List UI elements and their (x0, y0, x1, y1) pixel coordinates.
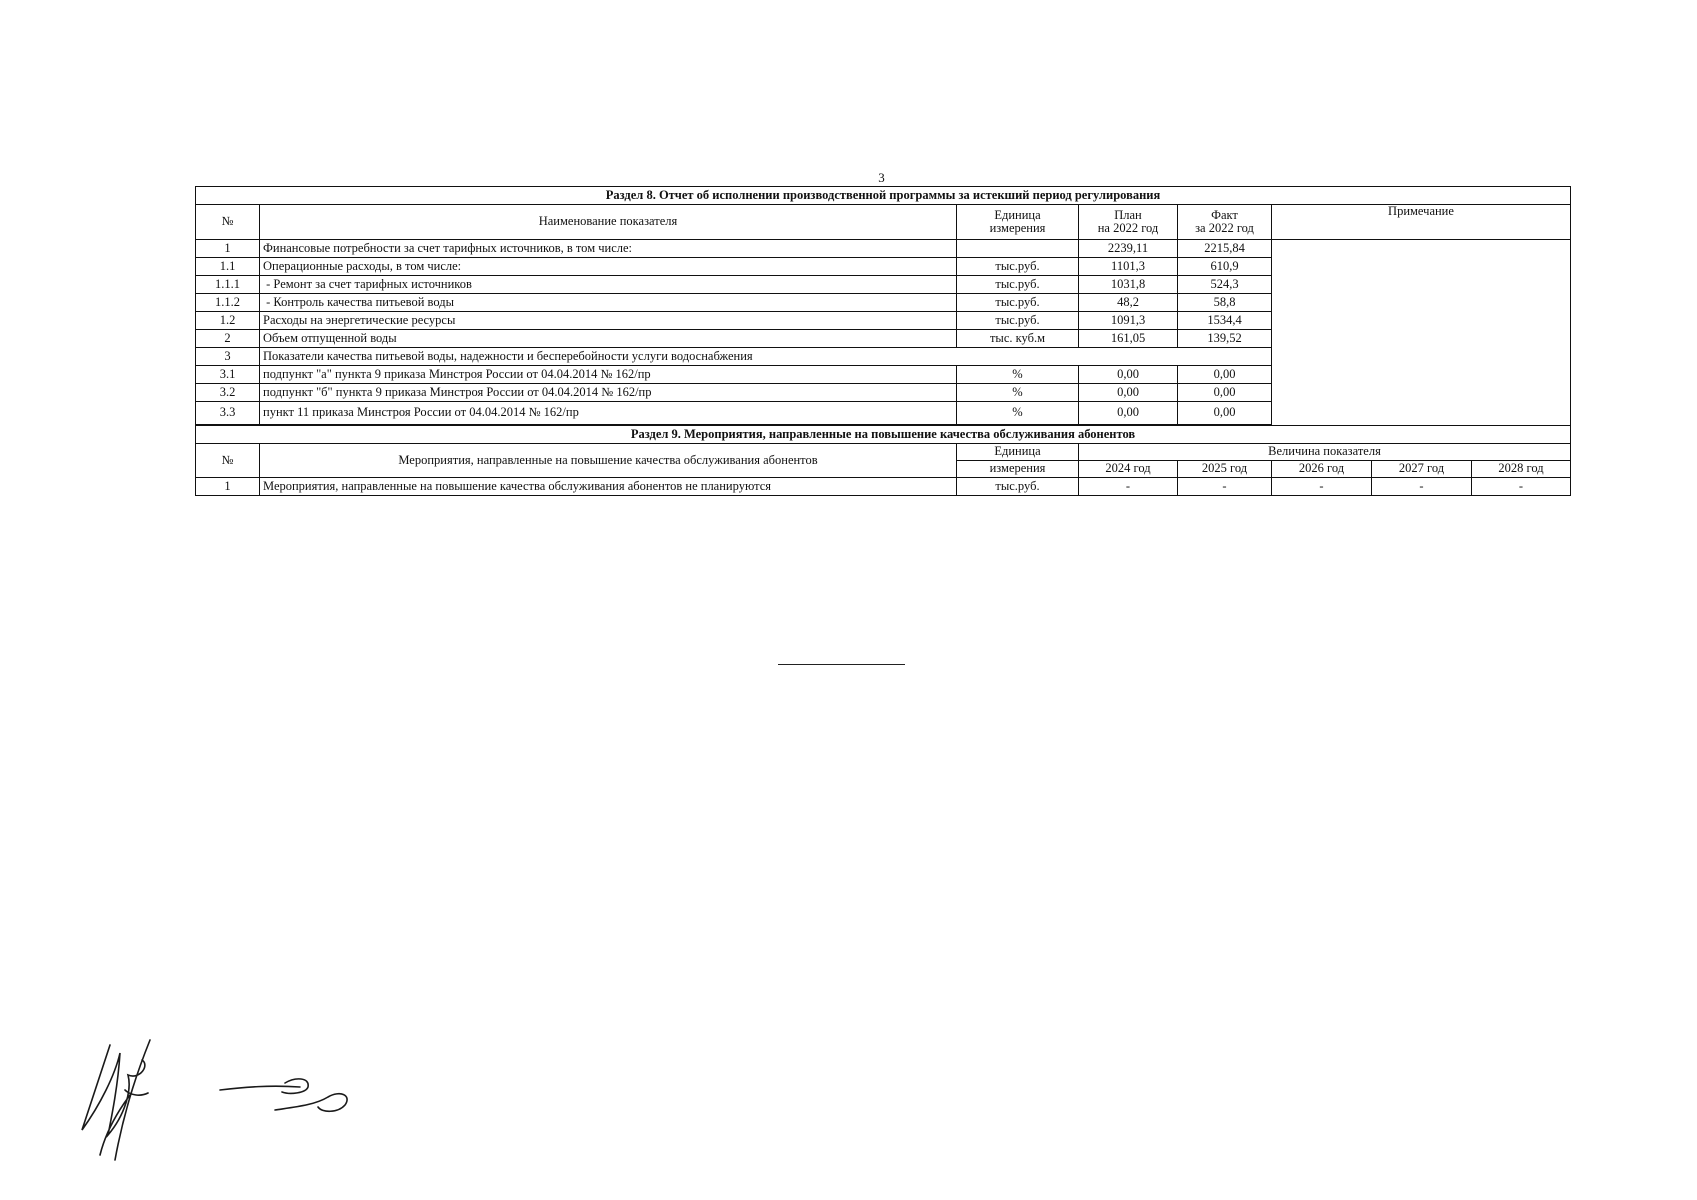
row-fact: 139,52 (1178, 330, 1272, 348)
row-fact: 0,00 (1178, 366, 1272, 384)
header-num: № (196, 205, 260, 240)
year-header: 2028 год (1472, 461, 1571, 478)
table-row (196, 478, 1571, 496)
row-name: - Контроль качества питьевой воды (260, 294, 957, 312)
section9-header-row (196, 444, 1571, 461)
row-plan: 0,00 (1079, 366, 1178, 384)
header-plan-line2: на 2022 год (1097, 221, 1159, 235)
row-fact: 58,8 (1178, 294, 1272, 312)
row-unit: % (957, 402, 1079, 425)
row-plan: 48,2 (1079, 294, 1178, 312)
note-cell (1272, 240, 1571, 426)
row-unit: тыс.руб. (957, 276, 1079, 294)
row-fact: 1534,4 (1178, 312, 1272, 330)
year-header: 2025 год (1178, 461, 1272, 478)
signature-2 (220, 1079, 347, 1111)
header-plan (1079, 205, 1178, 240)
row-value: - (1372, 478, 1472, 496)
row-unit: тыс.руб. (957, 294, 1079, 312)
header-unit-line1: Единица (957, 444, 1079, 461)
header-name: Мероприятия, направленные на повышение качества обслуживания абонентов (260, 444, 957, 478)
page-number: 3 (878, 170, 885, 185)
header-unit (957, 205, 1079, 240)
row-fact: 0,00 (1178, 402, 1272, 425)
row-unit: тыс. куб.м (957, 330, 1079, 348)
row-name: Финансовые потребности за счет тарифных источников, в том числе: (260, 240, 957, 258)
row-unit: тыс.руб. (957, 478, 1079, 496)
header-plan-line1: План (1114, 207, 1142, 222)
row-unit: тыс.руб. (957, 312, 1079, 330)
signature-1 (82, 1040, 150, 1160)
row-num: 1.2 (196, 312, 260, 330)
row-plan: 1031,8 (1079, 276, 1178, 294)
row-fact: 2215,84 (1178, 240, 1272, 258)
row-fact: 610,9 (1178, 258, 1272, 276)
year-header: 2024 год (1079, 461, 1178, 478)
row-num: 1.1 (196, 258, 260, 276)
row-num: 3 (196, 348, 260, 366)
row-plan: 161,05 (1079, 330, 1178, 348)
report-table (195, 186, 1571, 496)
row-name: - Ремонт за счет тарифных источников (260, 276, 957, 294)
signatures (70, 1035, 370, 1175)
section8-title: Раздел 8. Отчет об исполнении производственной программы за истекший период регулирования (196, 187, 1571, 205)
row-unit: % (957, 384, 1079, 402)
table-row (196, 240, 1571, 258)
row-plan: 1091,3 (1079, 312, 1178, 330)
row-unit: % (957, 366, 1079, 384)
header-num: № (196, 444, 260, 478)
row-unit (957, 240, 1079, 258)
row-num: 3.1 (196, 366, 260, 384)
row-num: 1.1.1 (196, 276, 260, 294)
row-num: 1.1.2 (196, 294, 260, 312)
header-fact (1178, 205, 1272, 240)
row-unit: тыс.руб. (957, 258, 1079, 276)
row-fact: 524,3 (1178, 276, 1272, 294)
section9-title: Раздел 9. Мероприятия, направленные на повышение качества обслуживания абонентов (196, 426, 1571, 444)
header-unit-line2: измерения (957, 461, 1079, 478)
section8-header-row (196, 205, 1571, 240)
row-num: 2 (196, 330, 260, 348)
header-name: Наименование показателя (260, 205, 957, 240)
row-plan: 0,00 (1079, 402, 1178, 425)
header-fact-line2: за 2022 год (1195, 221, 1254, 235)
row-value: - (1178, 478, 1272, 496)
row-plan: 1101,3 (1079, 258, 1178, 276)
header-value: Величина показателя (1079, 444, 1571, 461)
row-plan: 0,00 (1079, 384, 1178, 402)
row-num: 1 (196, 478, 260, 496)
row-fact: 0,00 (1178, 384, 1272, 402)
end-divider (778, 664, 905, 665)
row-value: - (1272, 478, 1372, 496)
year-header: 2026 год (1272, 461, 1372, 478)
header-unit-line2: измерения (989, 221, 1046, 235)
row-name: подпункт "а" пункта 9 приказа Минстроя России от 04.04.2014 № 162/пр (260, 366, 957, 384)
row-value: - (1079, 478, 1178, 496)
row-name: Мероприятия, направленные на повышение качества обслуживания абонентов не планируются (260, 478, 957, 496)
row-name: Объем отпущенной воды (260, 330, 957, 348)
row-plan: 2239,11 (1079, 240, 1178, 258)
header-fact-line1: Факт (1211, 207, 1238, 222)
header-note: Примечание (1272, 205, 1571, 240)
row-name: подпункт "б" пункта 9 приказа Минстроя России от 04.04.2014 № 162/пр (260, 384, 957, 402)
row-name: пункт 11 приказа Минстроя России от 04.04.2014 № 162/пр (260, 402, 957, 425)
row-name: Расходы на энергетические ресурсы (260, 312, 957, 330)
row-num: 3.2 (196, 384, 260, 402)
year-header: 2027 год (1372, 461, 1472, 478)
row-num: 1 (196, 240, 260, 258)
header-unit-line1: Единица (994, 207, 1041, 222)
row-name: Операционные расходы, в том числе: (260, 258, 957, 276)
row-num: 3.3 (196, 402, 260, 425)
row-value: - (1472, 478, 1571, 496)
row-name: Показатели качества питьевой воды, надежности и бесперебойности услуги водоснабжения (260, 348, 1272, 366)
